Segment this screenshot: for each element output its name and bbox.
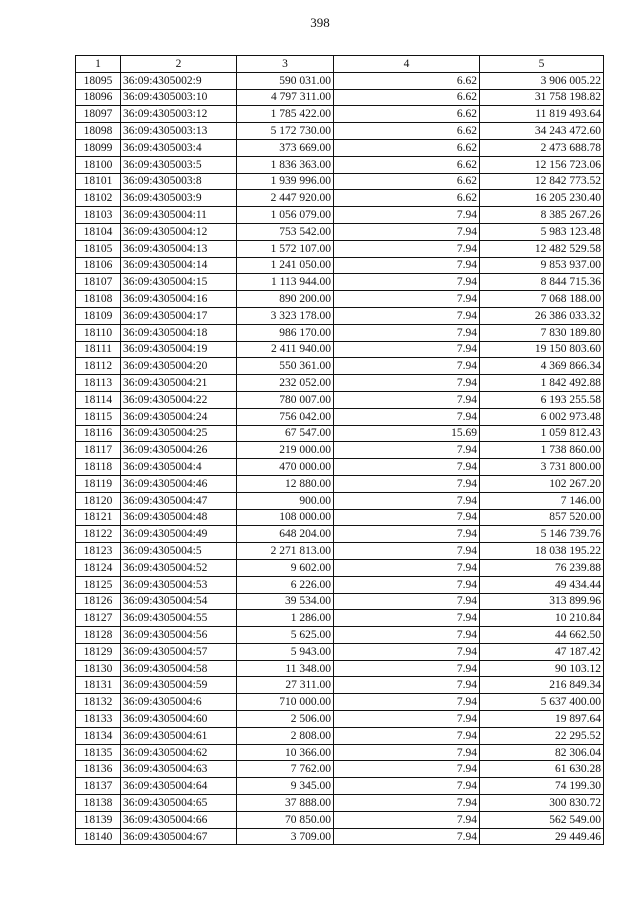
rate-cell: 7.94 (334, 257, 480, 274)
rate-cell: 7.94 (334, 274, 480, 291)
row-number-cell: 18116 (76, 425, 121, 442)
table-header-row (76, 56, 604, 73)
rate-cell: 6.62 (334, 123, 480, 140)
value-cell: 4 369 866.34 (480, 358, 604, 375)
value-cell: 3 731 800.00 (480, 459, 604, 476)
column-header-4: 4 (334, 56, 480, 73)
row-number-cell: 18114 (76, 391, 121, 408)
area-cell: 1 785 422.00 (237, 106, 334, 123)
row-number-cell: 18103 (76, 207, 121, 224)
cadastral-number-cell: 36:09:4305004:16 (121, 291, 237, 308)
row-number-cell: 18134 (76, 727, 121, 744)
row-number-cell: 18095 (76, 72, 121, 89)
value-cell: 5 637 400.00 (480, 694, 604, 711)
area-cell: 1 836 363.00 (237, 156, 334, 173)
value-cell: 10 210.84 (480, 610, 604, 627)
value-cell: 90 103.12 (480, 660, 604, 677)
table-row (76, 660, 604, 677)
cadastral-number-cell: 36:09:4305004:57 (121, 643, 237, 660)
value-cell: 9 853 937.00 (480, 257, 604, 274)
value-cell: 26 386 033.32 (480, 307, 604, 324)
rate-cell: 7.94 (334, 526, 480, 543)
cadastral-number-cell: 36:09:4305004:21 (121, 375, 237, 392)
row-number-cell: 18119 (76, 475, 121, 492)
area-cell: 37 888.00 (237, 795, 334, 812)
row-number-cell: 18126 (76, 593, 121, 610)
row-number-cell: 18127 (76, 610, 121, 627)
table-row (76, 543, 604, 560)
cadastral-number-cell: 36:09:4305004:15 (121, 274, 237, 291)
value-cell: 562 549.00 (480, 811, 604, 828)
rate-cell: 7.94 (334, 744, 480, 761)
cadastral-number-cell: 36:09:4305004:52 (121, 559, 237, 576)
cadastral-number-cell: 36:09:4305004:54 (121, 593, 237, 610)
table-body (76, 56, 604, 845)
rate-cell: 7.94 (334, 576, 480, 593)
value-cell: 47 187.42 (480, 643, 604, 660)
area-cell: 756 042.00 (237, 408, 334, 425)
value-cell: 12 156 723.06 (480, 156, 604, 173)
cadastral-number-cell: 36:09:4305004:47 (121, 492, 237, 509)
area-cell: 648 204.00 (237, 526, 334, 543)
area-cell: 232 052.00 (237, 375, 334, 392)
table-row (76, 593, 604, 610)
row-number-cell: 18138 (76, 795, 121, 812)
table-row (76, 307, 604, 324)
rate-cell: 6.62 (334, 190, 480, 207)
row-number-cell: 18099 (76, 139, 121, 156)
rate-cell: 15.69 (334, 425, 480, 442)
area-cell: 753 542.00 (237, 223, 334, 240)
rate-cell: 7.94 (334, 811, 480, 828)
area-cell: 3 709.00 (237, 828, 334, 845)
area-cell: 5 943.00 (237, 643, 334, 660)
value-cell: 7 068 188.00 (480, 291, 604, 308)
area-cell: 900.00 (237, 492, 334, 509)
rate-cell: 7.94 (334, 408, 480, 425)
row-number-cell: 18137 (76, 778, 121, 795)
area-cell: 9 345.00 (237, 778, 334, 795)
rate-cell: 7.94 (334, 643, 480, 660)
row-number-cell: 18136 (76, 761, 121, 778)
row-number-cell: 18124 (76, 559, 121, 576)
cadastral-number-cell: 36:09:4305004:58 (121, 660, 237, 677)
value-cell: 12 842 773.52 (480, 173, 604, 190)
value-cell: 19 897.64 (480, 711, 604, 728)
table-row (76, 274, 604, 291)
area-cell: 27 311.00 (237, 677, 334, 694)
area-cell: 2 271 813.00 (237, 543, 334, 560)
row-number-cell: 18110 (76, 324, 121, 341)
table-row (76, 341, 604, 358)
cadastral-number-cell: 36:09:4305004:53 (121, 576, 237, 593)
rate-cell: 7.94 (334, 711, 480, 728)
row-number-cell: 18115 (76, 408, 121, 425)
cadastral-number-cell: 36:09:4305004:46 (121, 475, 237, 492)
rate-cell: 7.94 (334, 795, 480, 812)
rate-cell: 6.62 (334, 89, 480, 106)
area-cell: 9 602.00 (237, 559, 334, 576)
area-cell: 470 000.00 (237, 459, 334, 476)
rate-cell: 7.94 (334, 778, 480, 795)
rate-cell: 7.94 (334, 291, 480, 308)
row-number-cell: 18104 (76, 223, 121, 240)
cadastral-number-cell: 36:09:4305004:19 (121, 341, 237, 358)
rate-cell: 7.94 (334, 475, 480, 492)
area-cell: 590 031.00 (237, 72, 334, 89)
area-cell: 6 226.00 (237, 576, 334, 593)
table-row (76, 106, 604, 123)
rate-cell: 6.62 (334, 139, 480, 156)
table-row (76, 156, 604, 173)
value-cell: 7 830 189.80 (480, 324, 604, 341)
cadastral-number-cell: 36:09:4305003:4 (121, 139, 237, 156)
cadastral-number-cell: 36:09:4305004:25 (121, 425, 237, 442)
area-cell: 1 286.00 (237, 610, 334, 627)
cadastral-number-cell: 36:09:4305004:14 (121, 257, 237, 274)
table-row (76, 694, 604, 711)
cadastral-number-cell: 36:09:4305004:48 (121, 509, 237, 526)
cadastral-number-cell: 36:09:4305004:6 (121, 694, 237, 711)
cadastral-number-cell: 36:09:4305004:20 (121, 358, 237, 375)
cadastral-number-cell: 36:09:4305004:17 (121, 307, 237, 324)
rate-cell: 7.94 (334, 610, 480, 627)
cadastral-number-cell: 36:09:4305004:24 (121, 408, 237, 425)
table-row (76, 610, 604, 627)
area-cell: 5 625.00 (237, 627, 334, 644)
cadastral-number-cell: 36:09:4305004:64 (121, 778, 237, 795)
rate-cell: 7.94 (334, 375, 480, 392)
rate-cell: 7.94 (334, 660, 480, 677)
row-number-cell: 18101 (76, 173, 121, 190)
cadastral-number-cell: 36:09:4305004:26 (121, 442, 237, 459)
rate-cell: 7.94 (334, 341, 480, 358)
value-cell: 31 758 198.82 (480, 89, 604, 106)
row-number-cell: 18120 (76, 492, 121, 509)
value-cell: 18 038 195.22 (480, 543, 604, 560)
rate-cell: 6.62 (334, 173, 480, 190)
table-row (76, 475, 604, 492)
cadastral-number-cell: 36:09:4305004:65 (121, 795, 237, 812)
row-number-cell: 18122 (76, 526, 121, 543)
cadastral-number-cell: 36:09:4305004:11 (121, 207, 237, 224)
value-cell: 16 205 230.40 (480, 190, 604, 207)
table-row (76, 559, 604, 576)
value-cell: 61 630.28 (480, 761, 604, 778)
area-cell: 219 000.00 (237, 442, 334, 459)
rate-cell: 7.94 (334, 727, 480, 744)
table-row (76, 257, 604, 274)
table-row (76, 139, 604, 156)
table-row (76, 677, 604, 694)
value-cell: 8 385 267.26 (480, 207, 604, 224)
row-number-cell: 18100 (76, 156, 121, 173)
row-number-cell: 18107 (76, 274, 121, 291)
area-cell: 986 170.00 (237, 324, 334, 341)
area-cell: 11 348.00 (237, 660, 334, 677)
row-number-cell: 18109 (76, 307, 121, 324)
rate-cell: 7.94 (334, 307, 480, 324)
table-row (76, 711, 604, 728)
row-number-cell: 18117 (76, 442, 121, 459)
area-cell: 4 797 311.00 (237, 89, 334, 106)
row-number-cell: 18105 (76, 240, 121, 257)
value-cell: 1 842 492.88 (480, 375, 604, 392)
cadastral-number-cell: 36:09:4305004:56 (121, 627, 237, 644)
value-cell: 29 449.46 (480, 828, 604, 845)
column-header-2: 2 (121, 56, 237, 73)
table-row (76, 391, 604, 408)
value-cell: 1 059 812.43 (480, 425, 604, 442)
rate-cell: 7.94 (334, 391, 480, 408)
cadastral-number-cell: 36:09:4305004:59 (121, 677, 237, 694)
row-number-cell: 18128 (76, 627, 121, 644)
row-number-cell: 18098 (76, 123, 121, 140)
value-cell: 74 199.30 (480, 778, 604, 795)
area-cell: 2 808.00 (237, 727, 334, 744)
row-number-cell: 18123 (76, 543, 121, 560)
row-number-cell: 18118 (76, 459, 121, 476)
area-cell: 1 056 079.00 (237, 207, 334, 224)
table-row (76, 778, 604, 795)
row-number-cell: 18097 (76, 106, 121, 123)
cadastral-number-cell: 36:09:4305004:22 (121, 391, 237, 408)
row-number-cell: 18131 (76, 677, 121, 694)
table-row (76, 828, 604, 845)
rate-cell: 7.94 (334, 828, 480, 845)
rate-cell: 6.62 (334, 106, 480, 123)
area-cell: 3 323 178.00 (237, 307, 334, 324)
row-number-cell: 18135 (76, 744, 121, 761)
table-row (76, 727, 604, 744)
rate-cell: 7.94 (334, 543, 480, 560)
row-number-cell: 18133 (76, 711, 121, 728)
rate-cell: 7.94 (334, 240, 480, 257)
rate-cell: 7.94 (334, 324, 480, 341)
area-cell: 890 200.00 (237, 291, 334, 308)
cadastral-number-cell: 36:09:4305004:60 (121, 711, 237, 728)
table-row (76, 811, 604, 828)
table-row (76, 442, 604, 459)
table-row (76, 190, 604, 207)
table-row (76, 459, 604, 476)
value-cell: 49 434.44 (480, 576, 604, 593)
table-row (76, 123, 604, 140)
rate-cell: 6.62 (334, 72, 480, 89)
value-cell: 857 520.00 (480, 509, 604, 526)
value-cell: 300 830.72 (480, 795, 604, 812)
cadastral-number-cell: 36:09:4305004:12 (121, 223, 237, 240)
area-cell: 780 007.00 (237, 391, 334, 408)
page-number: 398 (310, 15, 330, 30)
area-cell: 5 172 730.00 (237, 123, 334, 140)
cadastral-number-cell: 36:09:4305003:13 (121, 123, 237, 140)
table-row (76, 324, 604, 341)
row-number-cell: 18129 (76, 643, 121, 660)
rate-cell: 7.94 (334, 442, 480, 459)
column-header-5: 5 (480, 56, 604, 73)
table-row (76, 492, 604, 509)
table-row (76, 627, 604, 644)
cadastral-value-table (75, 55, 604, 845)
table-row (76, 408, 604, 425)
area-cell: 1 572 107.00 (237, 240, 334, 257)
table-row (76, 526, 604, 543)
cadastral-number-cell: 36:09:4305004:62 (121, 744, 237, 761)
value-cell: 82 306.04 (480, 744, 604, 761)
value-cell: 34 243 472.60 (480, 123, 604, 140)
value-cell: 19 150 803.60 (480, 341, 604, 358)
value-cell: 2 473 688.78 (480, 139, 604, 156)
cadastral-number-cell: 36:09:4305004:5 (121, 543, 237, 560)
cadastral-number-cell: 36:09:4305004:4 (121, 459, 237, 476)
row-number-cell: 18102 (76, 190, 121, 207)
cadastral-number-cell: 36:09:4305004:66 (121, 811, 237, 828)
table-row (76, 291, 604, 308)
cadastral-number-cell: 36:09:4305004:55 (121, 610, 237, 627)
rate-cell: 7.94 (334, 559, 480, 576)
row-number-cell: 18125 (76, 576, 121, 593)
area-cell: 70 850.00 (237, 811, 334, 828)
row-number-cell: 18106 (76, 257, 121, 274)
table-row (76, 358, 604, 375)
row-number-cell: 18096 (76, 89, 121, 106)
table-row (76, 425, 604, 442)
cadastral-number-cell: 36:09:4305004:63 (121, 761, 237, 778)
value-cell: 76 239.88 (480, 559, 604, 576)
area-cell: 67 547.00 (237, 425, 334, 442)
table-row (76, 240, 604, 257)
value-cell: 5 983 123.48 (480, 223, 604, 240)
rate-cell: 7.94 (334, 677, 480, 694)
area-cell: 10 366.00 (237, 744, 334, 761)
value-cell: 5 146 739.76 (480, 526, 604, 543)
column-header-1: 1 (76, 56, 121, 73)
value-cell: 6 002 973.48 (480, 408, 604, 425)
table-row (76, 89, 604, 106)
value-cell: 22 295.52 (480, 727, 604, 744)
value-cell: 216 849.34 (480, 677, 604, 694)
value-cell: 8 844 715.36 (480, 274, 604, 291)
area-cell: 550 361.00 (237, 358, 334, 375)
area-cell: 39 534.00 (237, 593, 334, 610)
table-row (76, 509, 604, 526)
cadastral-number-cell: 36:09:4305004:49 (121, 526, 237, 543)
value-cell: 6 193 255.58 (480, 391, 604, 408)
area-cell: 1 241 050.00 (237, 257, 334, 274)
rate-cell: 7.94 (334, 358, 480, 375)
rate-cell: 7.94 (334, 694, 480, 711)
rate-cell: 7.94 (334, 223, 480, 240)
table-row (76, 744, 604, 761)
area-cell: 7 762.00 (237, 761, 334, 778)
row-number-cell: 18132 (76, 694, 121, 711)
row-number-cell: 18140 (76, 828, 121, 845)
rate-cell: 7.94 (334, 492, 480, 509)
rate-cell: 7.94 (334, 627, 480, 644)
cadastral-number-cell: 36:09:4305003:8 (121, 173, 237, 190)
value-cell: 44 662.50 (480, 627, 604, 644)
cadastral-number-cell: 36:09:4305003:12 (121, 106, 237, 123)
cadastral-number-cell: 36:09:4305004:13 (121, 240, 237, 257)
row-number-cell: 18108 (76, 291, 121, 308)
value-cell: 7 146.00 (480, 492, 604, 509)
table-row (76, 207, 604, 224)
table-row (76, 375, 604, 392)
table-row (76, 643, 604, 660)
table-row (76, 795, 604, 812)
area-cell: 1 113 944.00 (237, 274, 334, 291)
value-cell: 3 906 005.22 (480, 72, 604, 89)
area-cell: 2 411 940.00 (237, 341, 334, 358)
row-number-cell: 18130 (76, 660, 121, 677)
cadastral-number-cell: 36:09:4305003:5 (121, 156, 237, 173)
area-cell: 12 880.00 (237, 475, 334, 492)
table-row (76, 576, 604, 593)
table-row (76, 72, 604, 89)
area-cell: 710 000.00 (237, 694, 334, 711)
row-number-cell: 18113 (76, 375, 121, 392)
column-header-3: 3 (237, 56, 334, 73)
row-number-cell: 18139 (76, 811, 121, 828)
area-cell: 2 447 920.00 (237, 190, 334, 207)
rate-cell: 7.94 (334, 207, 480, 224)
cadastral-number-cell: 36:09:4305003:10 (121, 89, 237, 106)
cadastral-number-cell: 36:09:4305002:9 (121, 72, 237, 89)
cadastral-number-cell: 36:09:4305003:9 (121, 190, 237, 207)
row-number-cell: 18111 (76, 341, 121, 358)
table-row (76, 173, 604, 190)
row-number-cell: 18112 (76, 358, 121, 375)
area-cell: 2 506.00 (237, 711, 334, 728)
cadastral-number-cell: 36:09:4305004:61 (121, 727, 237, 744)
cadastral-number-cell: 36:09:4305004:18 (121, 324, 237, 341)
value-cell: 11 819 493.64 (480, 106, 604, 123)
value-cell: 1 738 860.00 (480, 442, 604, 459)
area-cell: 1 939 996.00 (237, 173, 334, 190)
value-cell: 12 482 529.58 (480, 240, 604, 257)
rate-cell: 7.94 (334, 593, 480, 610)
rate-cell: 7.94 (334, 509, 480, 526)
row-number-cell: 18121 (76, 509, 121, 526)
rate-cell: 6.62 (334, 156, 480, 173)
value-cell: 102 267.20 (480, 475, 604, 492)
table-row (76, 761, 604, 778)
cadastral-number-cell: 36:09:4305004:67 (121, 828, 237, 845)
rate-cell: 7.94 (334, 761, 480, 778)
area-cell: 373 669.00 (237, 139, 334, 156)
table-row (76, 223, 604, 240)
value-cell: 313 899.96 (480, 593, 604, 610)
rate-cell: 7.94 (334, 459, 480, 476)
area-cell: 108 000.00 (237, 509, 334, 526)
